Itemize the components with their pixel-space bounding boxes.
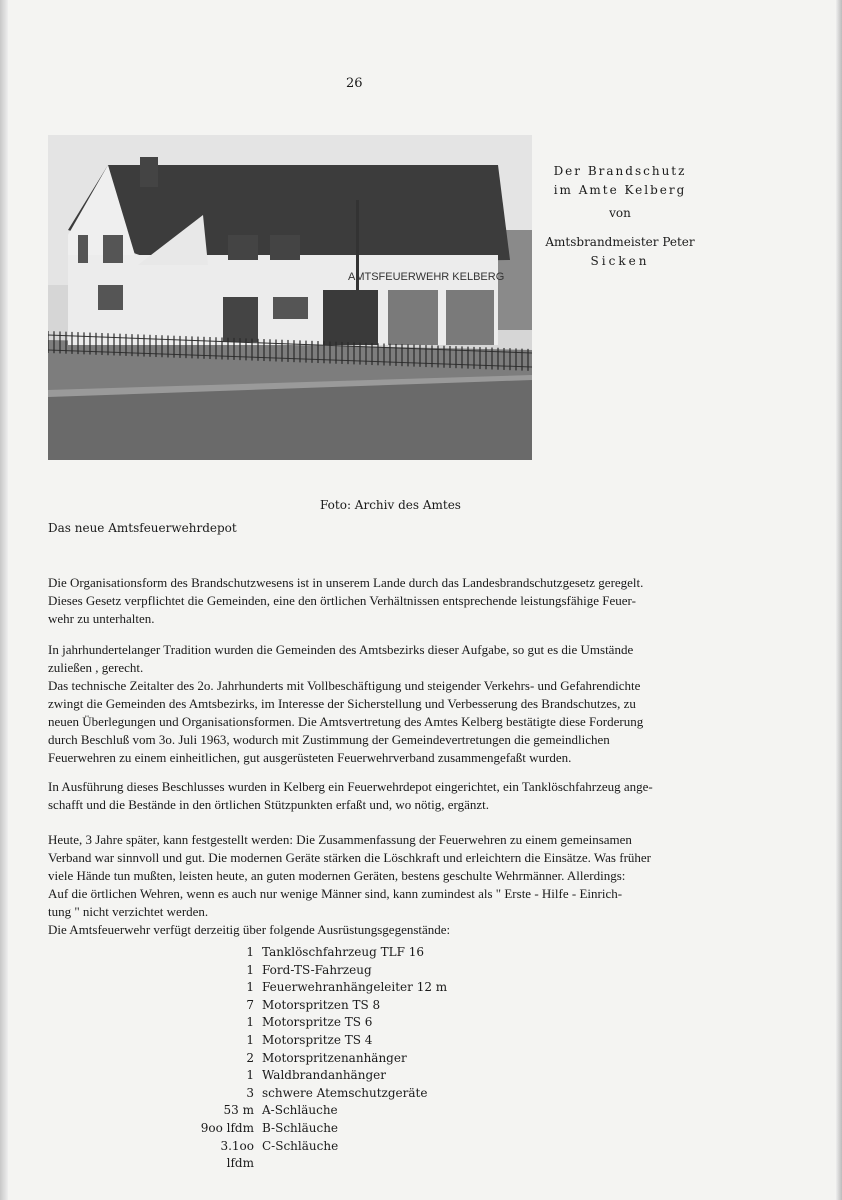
- text-line: Die Amtsfeuerwehr verfügt derzeitig über folgende Ausrüstungsgegenstände:: [48, 922, 451, 937]
- equipment-quantity: 3.1oo lfdm: [220, 1138, 254, 1171]
- text-line: viele Hände tun mußten, leisten heute, an guten modernen Geräten, bestens geschulte Wehrmänner. Allerdings:: [48, 868, 626, 883]
- paragraph: [48, 831, 798, 939]
- equipment-row: [200, 1102, 447, 1120]
- equipment-row: [200, 1032, 447, 1050]
- equipment-quantity: 53 m: [223, 1103, 254, 1118]
- text-line: wehr zu unterhalten.: [48, 611, 155, 626]
- equipment-list: [200, 944, 448, 1171]
- paragraph: [48, 641, 798, 767]
- equipment-item: Motorspritze TS 6: [262, 1015, 373, 1030]
- equipment-item: Motorspritze TS 4: [262, 1032, 373, 1047]
- scan-right-edge: [836, 0, 842, 1200]
- equipment-row: [200, 1050, 447, 1068]
- fire-station-photo: [48, 135, 532, 460]
- equipment-item: A-Schläuche: [262, 1103, 338, 1118]
- text-line: Verband war sinnvoll und gut. Die modernen Geräte stärken die Löschkraft und erleichtern die Einsätze. Was früher: [48, 850, 652, 865]
- equipment-quantity: 9oo lfdm: [200, 1120, 254, 1135]
- text-line: tung " nicht verzichtet werden.: [48, 904, 209, 919]
- title-line: Der Brandschutz: [553, 164, 687, 178]
- equipment-item: Motorspritzen TS 8: [262, 997, 381, 1012]
- text-line: Dieses Gesetz verpflichtet die Gemeinden, eine den örtlichen Verhältnissen entsprechende leistungsfähige Feuer-: [48, 593, 636, 608]
- equipment-item: schwere Atemschutzgeräte: [262, 1085, 428, 1100]
- text-line: Feuerwehren zu einem einheitlichen, gut ausgerüsteten Feuerwehrverband zusammengefaßt wurden.: [48, 750, 572, 765]
- equipment-quantity: 1: [246, 1015, 254, 1030]
- equipment-item: C-Schläuche: [262, 1138, 339, 1153]
- text-line: neuen Überlegungen und Organisationsformen. Die Amtsvertretung des Amtes Kelberg bestätigte diese Forderung: [48, 714, 644, 729]
- equipment-item: Ford-TS-Fahrzeug: [262, 962, 372, 977]
- equipment-item: Waldbrandanhänger: [262, 1068, 386, 1083]
- sign-text: AMTSFEUERWEHR KELBERG: [348, 271, 505, 283]
- equipment-quantity: 1: [246, 980, 254, 995]
- text-line: In jahrhundertelanger Tradition wurden die Gemeinden des Amtsbezirks dieser Aufgabe, so gut es die Umstände: [48, 642, 634, 657]
- text-line: In Ausführung dieses Beschlusses wurden in Kelberg ein Feuerwehrdepot eingerichtet, ein Tanklöschfahrzeug ange-: [48, 779, 653, 794]
- equipment-quantity: 3: [246, 1085, 254, 1100]
- page-number: 26: [346, 76, 363, 91]
- equipment-row: [200, 1085, 447, 1103]
- byline-von: von: [609, 206, 631, 220]
- equipment-row: [200, 979, 447, 997]
- equipment-item: Feuerwehranhängeleiter 12 m: [262, 980, 448, 995]
- author-line: Amtsbrandmeister Peter: [545, 235, 695, 249]
- equipment-row: [200, 997, 447, 1015]
- author: [535, 233, 705, 271]
- text-line: schafft und die Bestände in den örtlichen Stützpunkten erfaßt und, wo nötig, ergänzt.: [48, 797, 490, 812]
- title-line: im Amte Kelberg: [553, 183, 687, 197]
- scan-left-edge: [0, 0, 8, 1200]
- author-line: Sicken: [590, 254, 650, 268]
- equipment-item: Motorspritzenanhänger: [262, 1050, 407, 1065]
- text-line: Das technische Zeitalter des 2o. Jahrhunderts mit Vollbeschäftigung und steigender Verkehrs- und Gefahrendichte: [48, 678, 641, 693]
- equipment-quantity: 7: [246, 997, 254, 1012]
- paragraph: [48, 574, 798, 628]
- equipment-row: [200, 1138, 447, 1171]
- text-line: Die Organisationsform des Brandschutzwesens ist in unserem Lande durch das Landesbrandschutzgesetz geregelt.: [48, 575, 644, 590]
- equipment-row: [200, 944, 447, 962]
- equipment-quantity: 1: [246, 1032, 254, 1047]
- equipment-row: [200, 962, 447, 980]
- text-line: zuließen , gerecht.: [48, 660, 144, 675]
- equipment-quantity: 1: [246, 962, 254, 977]
- equipment-item: B-Schläuche: [262, 1120, 339, 1135]
- photo-caption: Das neue Amtsfeuerwehrdepot: [48, 521, 237, 535]
- equipment-quantity: 2: [246, 1050, 254, 1065]
- article-title: [540, 162, 700, 200]
- equipment-quantity: 1: [246, 945, 254, 959]
- paragraph: [48, 778, 798, 814]
- text-line: Auf die örtlichen Wehren, wenn es auch nur wenige Männer sind, kann zumindest als " Erste - Hilfe - Einrich-: [48, 886, 623, 901]
- equipment-quantity: 1: [246, 1068, 254, 1083]
- equipment-item: Tanklöschfahrzeug TLF 16: [262, 945, 424, 959]
- text-line: Heute, 3 Jahre später, kann festgestellt werden: Die Zusammenfassung der Feuerwehren zu einem gemeinsamen: [48, 832, 632, 847]
- equipment-row: [200, 1120, 447, 1138]
- equipment-row: [200, 1067, 447, 1085]
- equipment-row: [200, 1014, 447, 1032]
- text-line: durch Beschluß vom 3o. Juli 1963, wodurch mit Zustimmung der Gemeindevertretungen die gemeindlichen: [48, 732, 610, 747]
- photo-credit: Foto: Archiv des Amtes: [320, 498, 461, 512]
- text-line: zwingt die Gemeinden des Amtsbezirks, im Interesse der Sicherstellung und Verbesserung des Brandschutzes, zu: [48, 696, 636, 711]
